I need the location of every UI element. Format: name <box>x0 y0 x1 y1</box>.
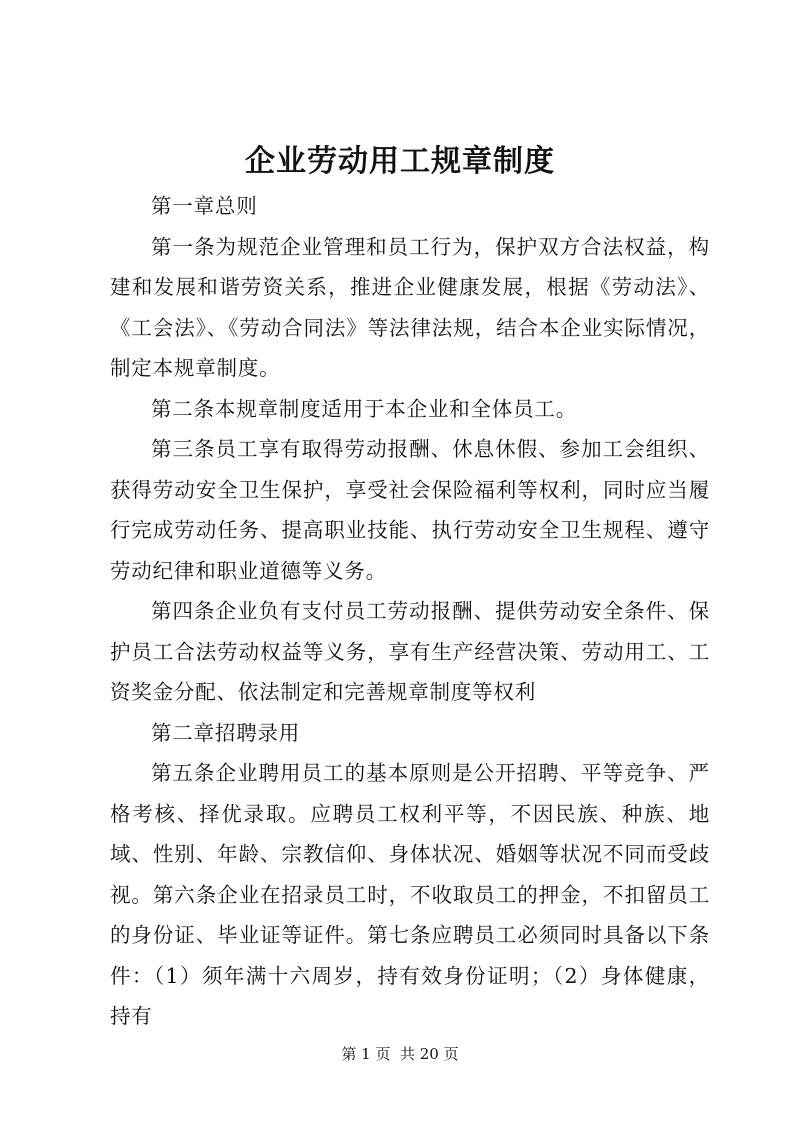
article-paragraph: 第四条企业负有支付员工劳动报酬、提供劳动安全条件、保护员工合法劳动权益等义务，享有生产经营决策、劳动用工、工资奖金分配、依法制定和完善规章制度等权利 <box>110 599 710 704</box>
article-paragraph: 第二条本规章制度适用于本企业和全体员工。 <box>151 396 577 421</box>
chapter-heading: 第二章招聘录用 <box>151 720 301 745</box>
page-footer <box>0 1044 800 1064</box>
article-paragraph: 第一条为规范企业管理和员工行为，保护双方合法权益，构建和发展和谐劳资关系，推进企业健康发展，根据《劳动法》、《工会法》、《劳动合同法》等法律法规，结合本企业实际情况，制定本规章制度。 <box>110 234 710 380</box>
article-paragraph: 第五条企业聘用员工的基本原则是公开招聘、平等竞争、严格考核、择优录取。应聘员工权利平等，不因民族、种族、地域、性别、年龄、宗教信仰、身体状况、婚姻等状况不同而受歧视。第六条企业在招录员工时，不收取员工的押金，不扣留员工的身份证、毕业证等证件。第七条应聘员工必须同时具备以下条件：（1）须年满十六周岁，持有效身份证明；（2）身体健康，持有 <box>110 761 710 1028</box>
document-title: 企业劳动用工规章制度 <box>245 144 555 179</box>
chapter-heading: 第一章总则 <box>151 194 258 218</box>
article-paragraph: 第三条员工享有取得劳动报酬、休息休假、参加工会组织、获得劳动安全卫生保护，享受社会保险福利等权利，同时应当履行完成劳动任务、提高职业技能、执行劳动安全卫生规程、遵守劳动纪律和职业道德等义务。 <box>110 437 710 583</box>
page-number: 第 1 页 共 20 页 <box>341 1045 459 1063</box>
document-body <box>110 186 710 1037</box>
